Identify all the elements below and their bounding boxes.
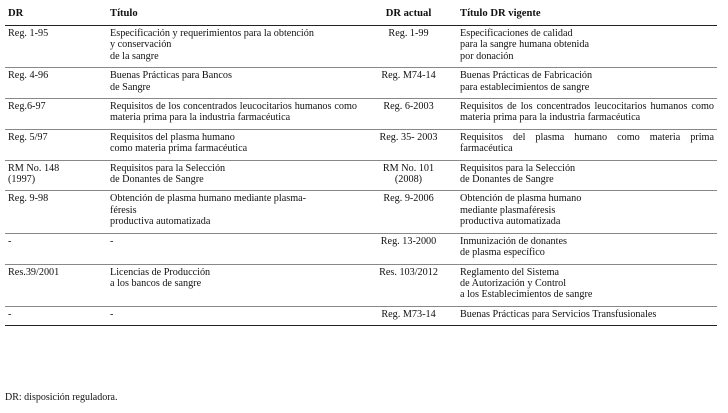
cell-dr: -: [5, 233, 107, 264]
cell-titulo-dr-vigente: Buenas Prácticas de Fabricación para establecimientos de sangre: [457, 68, 717, 99]
cell-titulo-dr-vigente: Obtención de plasma humano mediante plasmaféresis productiva automatizada: [457, 191, 717, 233]
header-titulo-dr-vigente: Título DR vigente: [457, 6, 717, 26]
table-row: [5, 68, 717, 99]
cell-dr-actual: Reg. 35- 2003: [360, 129, 457, 160]
cell-titulo: Obtención de plasma humano mediante plasma- féresis productiva automatizada: [107, 191, 360, 233]
cell-titulo: -: [107, 233, 360, 264]
cell-titulo: -: [107, 306, 360, 325]
regulations-table-container: [5, 6, 717, 326]
cell-dr: -: [5, 306, 107, 325]
cell-titulo: Requisitos para la Selección de Donantes de Sangre: [107, 160, 360, 191]
cell-titulo-dr-vigente: Requisitos de los concentrados leucocitarios humanos como materia prima para la industria farmacéutica: [457, 99, 717, 130]
cell-titulo-dr-vigente: Reglamento del Sistema de Autorización y Control a los Establecimientos de sangre: [457, 264, 717, 306]
table-row: [5, 306, 717, 325]
table-header: [5, 6, 717, 26]
cell-dr: RM No. 148 (1997): [5, 160, 107, 191]
cell-titulo: Especificación y requerimientos para la obtención y conservación de la sangre: [107, 26, 360, 68]
table-row: [5, 99, 717, 130]
cell-titulo: Buenas Prácticas para Bancos de Sangre: [107, 68, 360, 99]
cell-dr-actual: RM No. 101 (2008): [360, 160, 457, 191]
footnote: DR: disposición reguladora.: [5, 392, 118, 403]
cell-titulo-dr-vigente: Inmunización de donantes de plasma específico: [457, 233, 717, 264]
table-row: [5, 26, 717, 68]
cell-dr-actual: Res. 103/2012: [360, 264, 457, 306]
cell-dr-actual: Reg. 6-2003: [360, 99, 457, 130]
table-row: [5, 233, 717, 264]
cell-titulo-dr-vigente: Requisitos para la Selección de Donantes de Sangre: [457, 160, 717, 191]
cell-titulo: Licencias de Producción a los bancos de sangre: [107, 264, 360, 306]
regulations-table: [5, 6, 717, 326]
cell-titulo-dr-vigente: Requisitos del plasma humano como materia prima farmacéutica: [457, 129, 717, 160]
cell-dr: Reg.6-97: [5, 99, 107, 130]
header-row: [5, 6, 717, 26]
cell-titulo: Requisitos del plasma humano como materia prima farmacéutica: [107, 129, 360, 160]
cell-dr-actual: Reg. M73-14: [360, 306, 457, 325]
cell-titulo-dr-vigente: Especificaciones de calidad para la sangre humana obtenida por donación: [457, 26, 717, 68]
table-row: [5, 129, 717, 160]
cell-dr: Reg. 1-95: [5, 26, 107, 68]
cell-dr: Res.39/2001: [5, 264, 107, 306]
cell-dr-actual: Reg. 1-99: [360, 26, 457, 68]
cell-dr: Reg. 9-98: [5, 191, 107, 233]
header-dr: DR: [5, 6, 107, 26]
cell-dr-actual: Reg. M74-14: [360, 68, 457, 99]
cell-dr: Reg. 4-96: [5, 68, 107, 99]
cell-dr: Reg. 5/97: [5, 129, 107, 160]
table-row: [5, 264, 717, 306]
cell-titulo-dr-vigente: Buenas Prácticas para Servicios Transfusionales: [457, 306, 717, 325]
header-dr-actual: DR actual: [360, 6, 457, 26]
table-row: [5, 160, 717, 191]
cell-dr-actual: Reg. 13-2000: [360, 233, 457, 264]
cell-titulo: Requisitos de los concentrados leucocitarios humanos como materia prima para la industria farmacéutica: [107, 99, 360, 130]
cell-dr-actual: Reg. 9-2006: [360, 191, 457, 233]
table-row: [5, 191, 717, 233]
table-body: [5, 26, 717, 326]
header-titulo: Título: [107, 6, 360, 26]
